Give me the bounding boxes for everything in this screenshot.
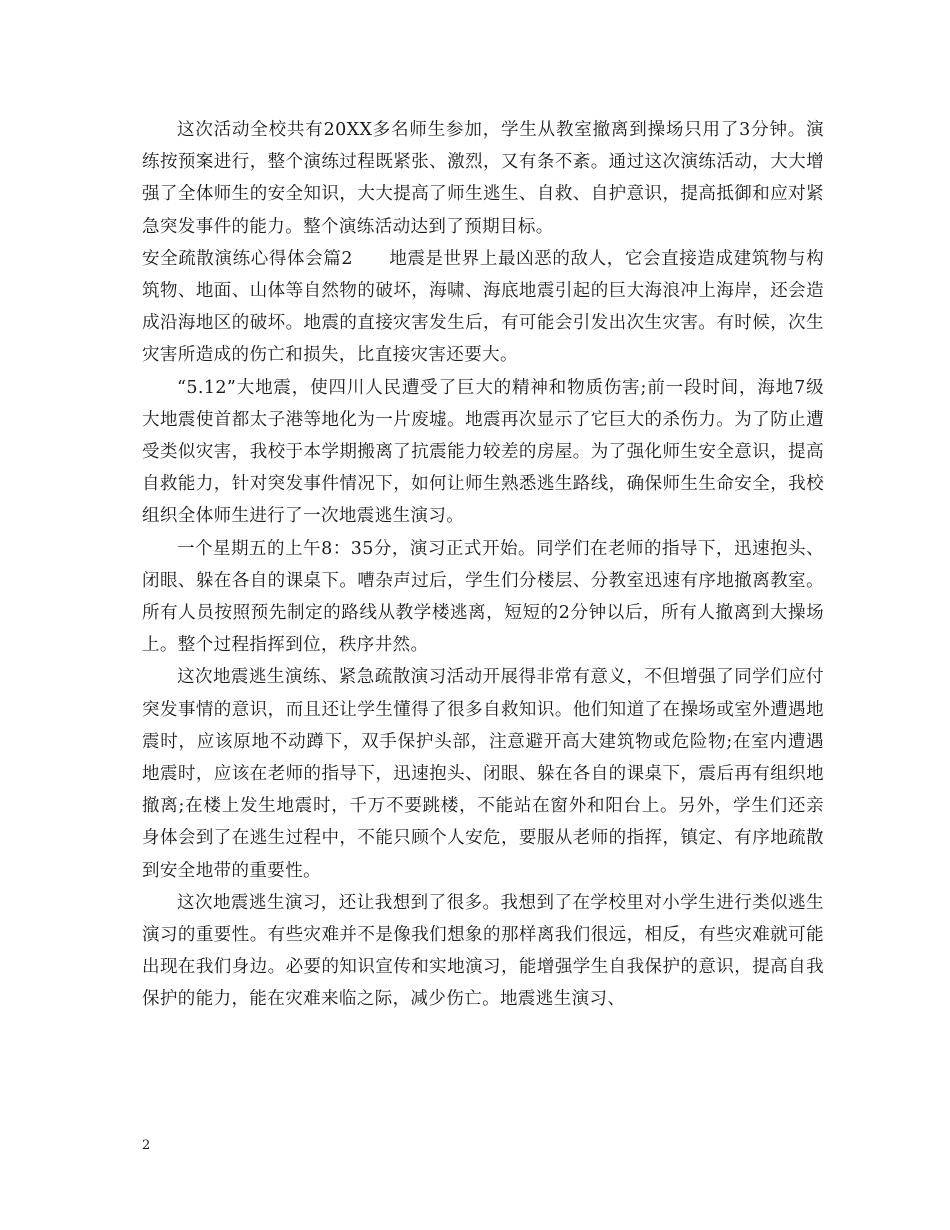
paragraph-earthquake-background: “5.12”大地震，使四川人民遭受了巨大的精神和物质伤害;前一段时间，海地7级大地震使首都太子港等地化为一片废墟。地震再次显示了它巨大的杀伤力。为了防止遭受类似灾害，我校于本学期搬离了抗震能力较差的房屋。为了强化师生安全意识，提高自救能力，针对突发事件情况下，如何让师生熟悉逃生路线，确保师生生命安全，我校组织全体师生进行了一次地震逃生演习。 [142, 377, 824, 527]
paragraph-drill-summary: 这次活动全校共有20XX多名师生参加，学生从教室撤离到操场只用了3分钟。演练按预案进行，整个演练过程既紧张、激烈，又有条不紊。通过这次演练活动，大大增强了全体师生的安全知识，大大提高了师生逃生、自救、自护意识，提高抵御和应对紧急突发事件的能力。整个演练活动达到了预期目标。 [142, 120, 824, 237]
page-number: 2 [142, 1138, 151, 1153]
paragraph-article-2-intro: 安全疏散演练心得体会篇2 地震是世界上最凶恶的敌人，它会直接造成建筑物与构筑物、地面、山体等自然物的破坏，海啸、海底地震引起的巨大海浪冲上海岸，还会造成沿海地区的破坏。地震的直接灾害发生后，有可能会引发出次生灾害。有时候，次生灾害所造成的伤亡和损失，比直接灾害还要大。 [142, 248, 824, 366]
paragraph-drill-significance: 这次地震逃生演练、紧急疏散演习活动开展得非常有意义，不但增强了同学们应付突发事情的意识，而且还让学生懂得了很多自救知识。他们知道了在操场或室外遭遇地震时，应该原地不动蹲下，双手保护头部，注意避开高大建筑物或危险物;在室内遭遇地震时，应该在老师的指导下，迅速抱头、闭眼、躲在各自的课桌下，震后再有组织地撤离;在楼上发生地震时，千万不要跳楼，不能站在窗外和阳台上。另外，学生们还亲身体会到了在逃生过程中，不能只顾个人安危，要服从老师的指挥，镇定、有序地疏散到安全地带的重要性。 [142, 667, 824, 881]
paragraph-drill-process: 一个星期五的上午8：35分，演习正式开始。同学们在老师的指导下，迅速抱头、闭眼、躲在各自的课桌下。嘈杂声过后，学生们分楼层、分教室迅速有序地撤离教室。所有人员按照预先制定的路线从教学楼逃离，短短的2分钟以后，所有人撤离到大操场上。整个过程指挥到位，秩序井然。 [142, 538, 824, 656]
paragraph-reflection: 这次地震逃生演习，还让我想到了很多。我想到了在学校里对小学生进行类似逃生演习的重要性。有些灾难并不是像我们想象的那样离我们很远，相反，有些灾难就可能出现在我们身边。必要的知识宣传和实地演习，能增强学生自我保护的意识，提高自我保护的能力，能在灾难来临之际，减少伤亡。地震逃生演习、 [142, 892, 824, 1010]
document-body [142, 114, 824, 1016]
